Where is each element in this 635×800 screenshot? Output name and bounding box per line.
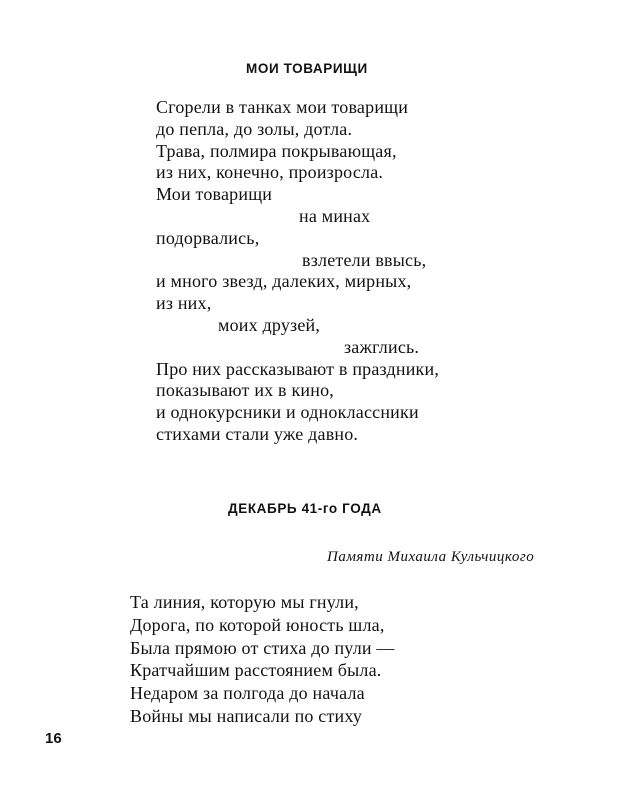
- poem-line: моих друзей,: [218, 314, 321, 335]
- poem-line: Войны мы написали по стиху: [130, 705, 363, 726]
- poem-line: показывают их в кино,: [156, 380, 334, 401]
- poem-line: и много звезд, далеких, мирных,: [156, 271, 412, 292]
- poem-line: Была прямою от стиха до пули —: [130, 637, 395, 658]
- poem-line: Мои товарищи: [156, 184, 273, 205]
- poem-line: подорвались,: [156, 227, 260, 248]
- poem-line: Про них рассказывают в праздники,: [156, 358, 440, 379]
- poem-line: на минах: [299, 205, 371, 226]
- poem-line: Трава, полмира покрывающая,: [156, 140, 397, 161]
- poem-title: ДЕКАБРЬ 41-го ГОДА: [228, 501, 382, 516]
- poem-line: зажглись.: [344, 336, 420, 357]
- poem-line: до пепла, до золы, дотла.: [156, 118, 353, 139]
- page-number: 16: [45, 730, 62, 747]
- poem-line: стихами стали уже давно.: [156, 423, 359, 444]
- poem-line: Дорога, по которой юность шла,: [130, 614, 385, 635]
- poem-line: взлетели ввысь,: [302, 249, 427, 270]
- poem-dedication: Памяти Михаила Кульчицкого: [327, 549, 535, 565]
- poem-line: и однокурсники и одноклассники: [156, 402, 419, 423]
- poem-line: из них, конечно, произросла.: [156, 162, 384, 183]
- poem-december-41: [130, 591, 395, 728]
- poem-line: Кратчайшим расстоянием была.: [130, 660, 382, 681]
- poem-line: из них,: [156, 293, 212, 314]
- poem-line: Сгорели в танках мои товарищи: [156, 97, 409, 117]
- poem-line: Недаром за полгода до начала: [130, 683, 365, 704]
- poem-my-comrades: [156, 97, 439, 446]
- poem-title: МОИ ТОВАРИЩИ: [246, 61, 368, 76]
- poem-line: Та линия, которую мы гнули,: [130, 592, 359, 612]
